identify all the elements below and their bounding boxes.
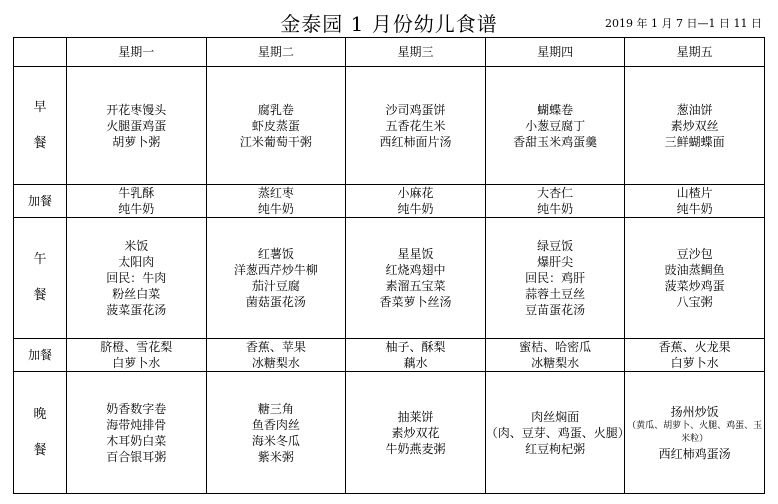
menu-line: 菌菇蛋花汤 [245,295,306,309]
menu-line: 纯牛奶 [257,202,294,216]
menu-line: 菠菜蛋花汤 [106,303,167,317]
menu-line: 鱼香肉丝 [251,417,300,432]
menu-line: 太阳肉 [118,255,155,269]
dinner-label-bottom: 餐 [33,442,47,458]
snack2-wed [346,339,486,372]
lunch-row [14,218,765,339]
menu-line: 腐乳卷 [257,102,294,117]
menu-line: 沙司鸡蛋饼 [385,102,446,117]
menu-line: 纯牛奶 [397,202,434,216]
menu-line: 豉油蒸鲷鱼 [664,263,725,277]
menu-line: 纯牛奶 [537,202,574,216]
menu-line: 扬州炒饭 [670,404,719,419]
breakfast-label-bottom: 餐 [33,135,47,151]
snack1-label: 加餐 [14,185,67,218]
lunch-mon [67,218,207,339]
menu-line: 爆肝尖 [537,255,574,269]
breakfast-row [14,67,765,185]
snack2-label: 加餐 [14,339,67,372]
page-title: 金泰园 1 月份幼儿食谱 [280,12,498,36]
snack2-tue [206,339,346,372]
breakfast-mon [67,67,207,185]
menu-line-note: （黄瓜、胡萝卜、火腿、鸡蛋、玉米粒） [627,420,763,444]
dinner-wed [346,372,486,494]
menu-line: 回民：牛肉 [106,271,167,285]
menu-line: 香蕉、火龙果 [658,340,731,354]
menu-line: 山楂片 [676,186,713,200]
header-row [14,38,765,67]
menu-line: 大杏仁 [537,186,574,200]
menu-line: 小葱豆腐丁 [525,118,586,133]
snack2-row [14,339,765,372]
dinner-row [14,372,765,494]
dinner-label-top: 晚 [33,406,47,422]
menu-line: 蒜蓉土豆丝 [525,287,586,301]
menu-line: 西红柿鸡蛋汤 [658,446,731,461]
snack2-thu [485,339,625,372]
dinner-thu [485,372,630,494]
menu-line: 素溜五宝菜 [385,279,446,293]
day-header-wed: 星期三 [346,38,486,67]
menu-line: 菠菜炒鸡蛋 [664,279,725,293]
menu-line: 素炒双丝 [670,118,719,133]
menu-line: 西红柿面片汤 [379,134,452,149]
menu-line: 小麻花 [397,186,434,200]
dinner-label [14,372,67,494]
lunch-label-top: 午 [33,252,47,267]
menu-line: 开花枣馒头 [106,102,167,117]
menu-line: 洋葱西芹炒牛柳 [233,263,318,277]
day-header-thu: 星期四 [485,38,625,67]
snack1-wed [346,185,486,218]
day-header-tue: 星期二 [206,38,346,67]
menu-line: 虾皮蒸蛋 [251,118,300,133]
breakfast-tue [206,67,346,185]
day-header-fri: 星期五 [625,38,765,67]
menu-line: 茄汁豆腐 [251,279,300,293]
menu-line: 白萝卜水 [112,356,161,370]
menu-line: 豆苗蛋花汤 [525,303,586,317]
menu-line: 胡萝卜粥 [112,134,161,149]
menu-line: 奶香数字卷 [106,401,167,416]
menu-table [13,37,765,494]
menu-line: 蒸红枣 [257,186,294,200]
menu-line: 抽莱饼 [397,409,434,424]
snack1-thu [485,185,625,218]
menu-line: 红薯饭 [257,247,294,261]
lunch-label [14,218,67,339]
snack1-fri [625,185,765,218]
snack1-tue [206,185,346,218]
menu-line: 回民：鸡肝 [525,271,586,285]
breakfast-label [14,67,67,185]
lunch-thu [485,218,625,339]
menu-line: 百合银耳粥 [106,449,167,464]
lunch-wed [346,218,486,339]
menu-line: 香甜玉米鸡蛋羹 [513,134,598,149]
breakfast-label-top: 早 [33,99,47,115]
lunch-fri [625,218,765,339]
dinner-fri [625,372,765,494]
menu-line: 糖三角 [257,401,294,416]
menu-line: 脐橙、雪花梨 [100,340,173,354]
menu-line: 肉丝焖面 [531,409,580,424]
menu-line: 海米冬瓜 [251,433,300,448]
menu-line: 海带炖排骨 [106,417,167,432]
menu-line: 葱油饼 [676,102,713,117]
menu-line: （肉、豆芽、鸡蛋、火腿） [485,425,630,440]
dinner-mon [67,372,207,494]
menu-line: 火腿蛋鸡蛋 [106,118,167,133]
menu-line: 纯牛奶 [118,202,155,216]
day-header-mon: 星期一 [67,38,207,67]
menu-line: 香菜萝卜丝汤 [379,295,452,309]
menu-line: 蜜桔、哈密瓜 [519,340,592,354]
menu-line: 粉丝白菜 [112,287,161,301]
snack1-row [14,185,765,218]
menu-line: 纯牛奶 [676,202,713,216]
breakfast-fri [625,67,765,185]
menu-line: 米饭 [124,239,149,253]
lunch-tue [206,218,346,339]
menu-line: 牛奶燕麦粥 [385,441,446,456]
lunch-label-bottom: 餐 [33,288,47,303]
menu-line: 蝴蝶卷 [537,102,574,117]
breakfast-wed [346,67,486,185]
snack2-fri [625,339,765,372]
breakfast-thu [485,67,625,185]
menu-line: 冰糖梨水 [531,356,580,370]
menu-line: 八宝粥 [676,295,713,309]
menu-line: 柚子、酥梨 [385,340,446,354]
menu-line: 冰糖梨水 [251,356,300,370]
menu-line: 白萝卜水 [670,356,719,370]
menu-line: 红豆枸杞粥 [525,441,586,456]
dinner-tue [206,372,346,494]
menu-line: 香蕉、苹果 [245,340,306,354]
menu-line: 三鲜蝴蝶面 [664,134,725,149]
date-range: 2019 年 1 月 7 日—1 日 11 日 [605,17,762,30]
menu-line: 豆沙包 [676,247,713,261]
menu-line: 紫米粥 [257,449,294,464]
menu-line: 藕水 [403,356,428,370]
menu-line: 红烧鸡翅中 [385,263,446,277]
menu-line: 绿豆饭 [537,239,574,253]
menu-line: 星星饭 [397,247,434,261]
menu-line: 牛乳酥 [118,186,155,200]
menu-line: 江米葡萄干粥 [239,134,312,149]
menu-line: 五香花生米 [385,118,446,133]
corner-cell [14,38,67,67]
snack2-mon [67,339,207,372]
snack1-mon [67,185,207,218]
menu-line: 素炒双花 [391,425,440,440]
menu-line: 木耳奶白菜 [106,433,167,448]
